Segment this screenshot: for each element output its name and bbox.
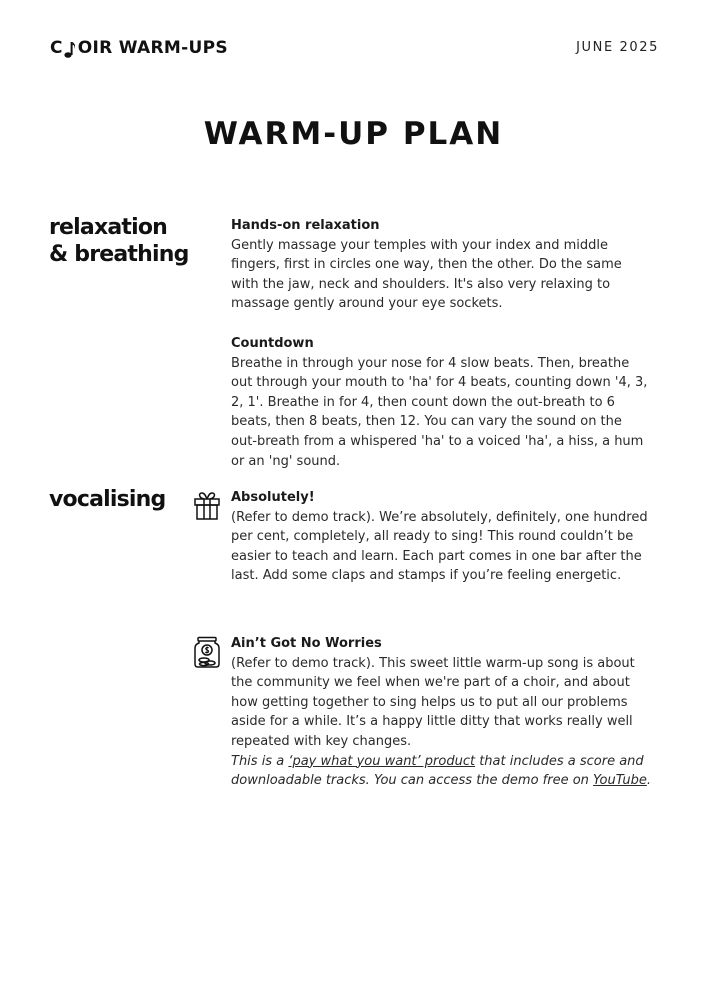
item-body: Gently massage your temples with your index and middle fingers, first in circles one way, then the other. Do the same with the jaw, neck and shoulders. It's also very relaxing to massage gently around your eye sockets. — [231, 237, 622, 312]
warmup-item — [231, 634, 651, 791]
page-title: WARM-UP PLAN — [203, 116, 504, 152]
brand-logo — [50, 38, 228, 58]
brand-prefix: C — [50, 38, 63, 58]
item-body: (Refer to demo track). This sweet little warm-up song is about the community we feel when we're part of a choir, and about how getting together to sing helps us to put all our problems aside for a while. It’s a happy little ditty that works really well repeated with key changes. — [231, 655, 635, 749]
note-text: that includes a score and downloadable tracks. You can access the demo free on — [231, 753, 644, 789]
item-title: Hands-on relaxation — [231, 218, 380, 233]
note-text: This is a — [231, 753, 289, 769]
note-text: . — [646, 773, 652, 789]
section-heading-vocalising: vocalising — [49, 487, 166, 512]
item-title: Countdown — [231, 336, 314, 351]
pay-what-you-want-link[interactable]: ‘pay what you want’ product — [288, 753, 476, 769]
item-title: Ain’t Got No Worries — [231, 636, 382, 651]
warmup-item — [231, 488, 651, 586]
section-heading-line: & breathing — [49, 242, 189, 267]
item-body: (Refer to demo track). We’re absolutely, definitely, one hundred per cent, completely, all ready to sing! This round couldn’t be easier to teach and learn. Each part comes in one bar after the last. Add some claps and stamps if you’re feeling energetic. — [231, 509, 648, 584]
section-heading-relaxation — [49, 214, 209, 268]
warmup-item — [231, 334, 651, 471]
brand-suffix: OIR WARM-UPS — [77, 38, 228, 58]
item-title: Absolutely! — [231, 490, 315, 505]
gift-icon — [193, 489, 221, 521]
money-jar-icon — [193, 636, 221, 668]
music-note-icon — [64, 40, 76, 59]
item-body: Breathe in through your nose for 4 slow beats. Then, breathe out through your mouth to 'ha' for 4 beats, counting down '4, 3, 2, 1'. Breathe in for 4, then count down the out-breath to 6 beats, then 8 beats, then 12. You can vary the sound on the out-breath from a whispered 'ha' to a voiced 'ha', a hiss, a hum or an 'ng' sound. — [231, 355, 648, 469]
item-note — [231, 752, 651, 791]
section-heading-line: relaxation — [49, 215, 168, 240]
issue-date: JUNE 2025 — [576, 40, 659, 55]
youtube-link[interactable]: YouTube — [593, 773, 647, 789]
warmup-item — [231, 216, 651, 314]
